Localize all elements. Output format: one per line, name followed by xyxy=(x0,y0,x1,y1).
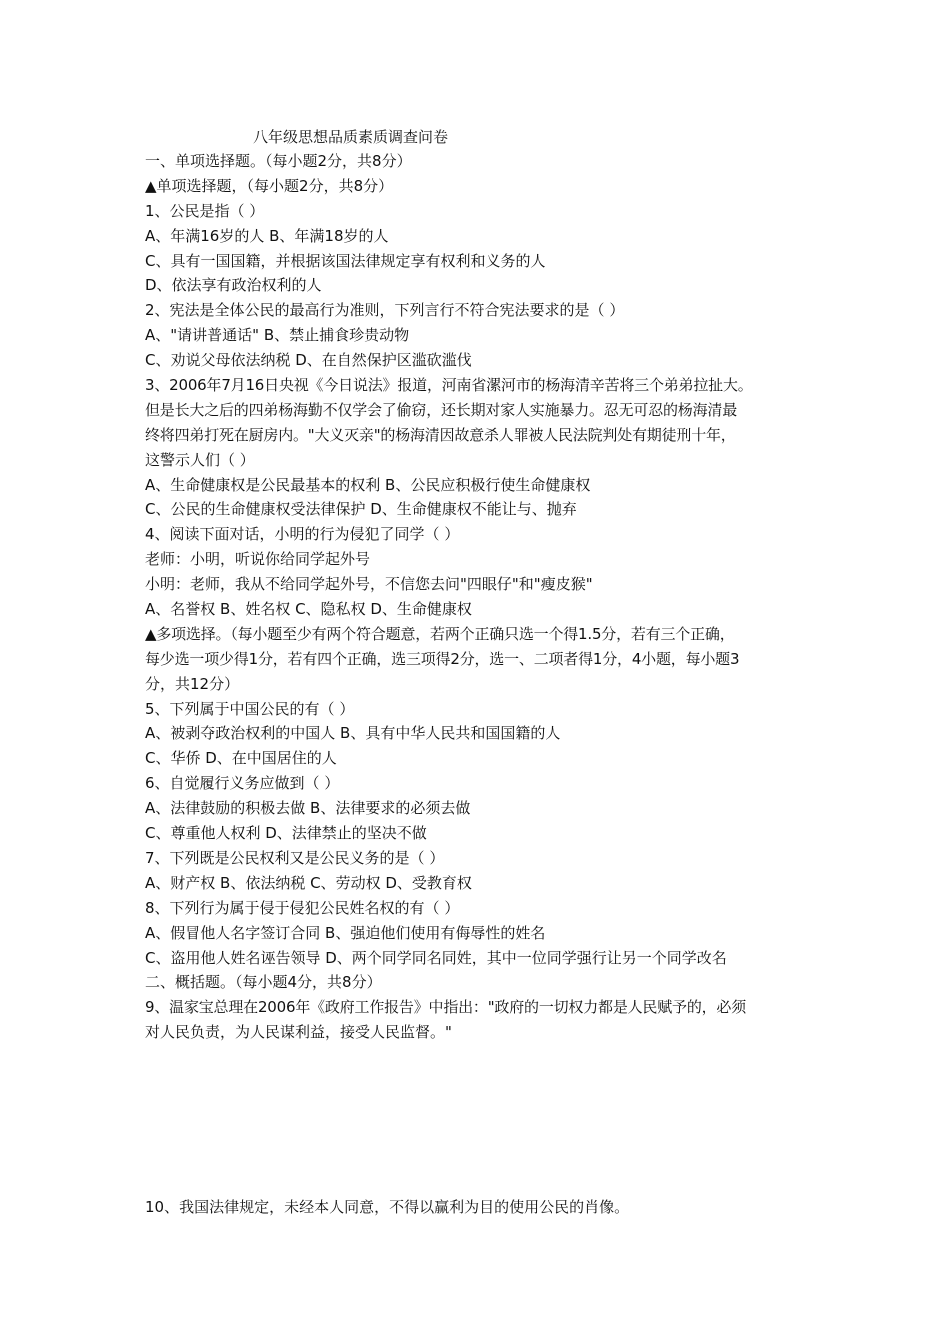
question-1-option-c: C、具有一国国籍，并根据该国法律规定享有权利和义务的人 xyxy=(145,251,546,270)
question-2-options-cd: C、劝说父母依法纳税 D、在自然保护区滥砍滥伐 xyxy=(145,351,472,370)
question-6-options-ab: A、法律鼓励的积极去做 B、法律要求的必须去做 xyxy=(145,799,471,818)
section-heading-summary: 二、概括题。（每小题4分，共8分） xyxy=(145,973,382,992)
question-8: 8、下列行为属于侵于侵犯公民姓名权的有（ ） xyxy=(145,898,460,917)
question-1-options-ab: A、年满16岁的人 B、年满18岁的人 xyxy=(145,226,389,245)
question-3-line-1: 3、2006年7月16日央视《今日说法》报道，河南省漯河市的杨海清辛苦将三个弟弟拉扯大。 xyxy=(145,376,753,395)
question-2: 2、宪法是全体公民的最高行为准则，下列言行不符合宪法要求的是（ ） xyxy=(145,301,625,320)
question-6: 6、自觉履行义务应做到（ ） xyxy=(145,774,340,793)
question-5-options-ab: A、被剥夺政治权利的中国人 B、具有中华人民共和国国籍的人 xyxy=(145,724,561,743)
question-7: 7、下列既是公民权利又是公民义务的是（ ） xyxy=(145,848,445,867)
question-4: 4、阅读下面对话，小明的行为侵犯了同学（ ） xyxy=(145,525,460,544)
multi-choice-heading-line-3: 分，共12分） xyxy=(145,674,240,693)
document-body xyxy=(145,149,825,1045)
question-2-options-ab: A、"请讲普通话" B、禁止捕食珍贵动物 xyxy=(145,326,410,345)
question-5-options-cd: C、华侨 D、在中国居住的人 xyxy=(145,749,337,768)
question-6-options-cd: C、尊重他人权利 D、法律禁止的坚决不做 xyxy=(145,824,427,843)
question-1: 1、公民是指（ ） xyxy=(145,201,265,220)
question-4-options: A、名誉权 B、姓名权 C、隐私权 D、生命健康权 xyxy=(145,600,472,619)
multi-choice-heading-line-1: ▲多项选择。（每小题至少有两个符合题意，若两个正确只选一个得1.5分，若有三个正确， xyxy=(145,624,735,643)
subsection-heading-single-choice: ▲单项选择题，（每小题2分，共8分） xyxy=(145,176,394,195)
question-4-dialogue-teacher: 老师：小明，听说你给同学起外号 xyxy=(145,550,371,569)
question-3-line-4: 这警示人们（ ） xyxy=(145,450,255,469)
document-title: 八年级思想品质素质调查问卷 xyxy=(253,128,449,146)
question-3-line-3: 终将四弟打死在厨房内。"大义灭亲"的杨海清因故意杀人罪被人民法院判处有期徒刑十年， xyxy=(145,425,736,444)
question-9-line-2: 对人民负责，为人民谋利益，接受人民监督。" xyxy=(145,1023,452,1042)
question-4-dialogue-xiaoming: 小明：老师，我从不给同学起外号，不信您去问"四眼仔"和"瘦皮猴" xyxy=(145,575,593,594)
question-9-line-1: 9、温家宝总理在2006年《政府工作报告》中指出："政府的一切权力都是人民赋予的，必须 xyxy=(145,998,747,1017)
question-1-option-d: D、依法享有政治权利的人 xyxy=(145,276,322,295)
question-7-options: A、财产权 B、依法纳税 C、劳动权 D、受教育权 xyxy=(145,873,472,892)
question-3-options-ab: A、生命健康权是公民最基本的权利 B、公民应积极行使生命健康权 xyxy=(145,475,591,494)
question-10: 10、我国法律规定，未经本人同意，不得以赢利为目的使用公民的肖像。 xyxy=(145,1198,630,1216)
section-heading-single-choice: 一、单项选择题。（每小题2分，共8分） xyxy=(145,152,412,170)
question-3-options-cd: C、公民的生命健康权受法律保护 D、生命健康权不能让与、抛弃 xyxy=(145,500,577,519)
question-8-options-cd: C、盗用他人姓名诬告领导 D、两个同学同名同姓，其中一位同学强行让另一个同学改名 xyxy=(145,948,727,967)
question-3-line-2: 但是长大之后的四弟杨海勤不仅学会了偷窃，还长期对家人实施暴力。忍无可忍的杨海清最 xyxy=(145,400,738,419)
question-8-options-ab: A、假冒他人名字签订合同 B、强迫他们使用有侮辱性的姓名 xyxy=(145,923,546,942)
multi-choice-heading-line-2: 每少选一项少得1分，若有四个正确，选三项得2分，选一、二项者得1分，4小题，每小题3 xyxy=(145,649,740,668)
question-5: 5、下列属于中国公民的有（ ） xyxy=(145,699,355,718)
